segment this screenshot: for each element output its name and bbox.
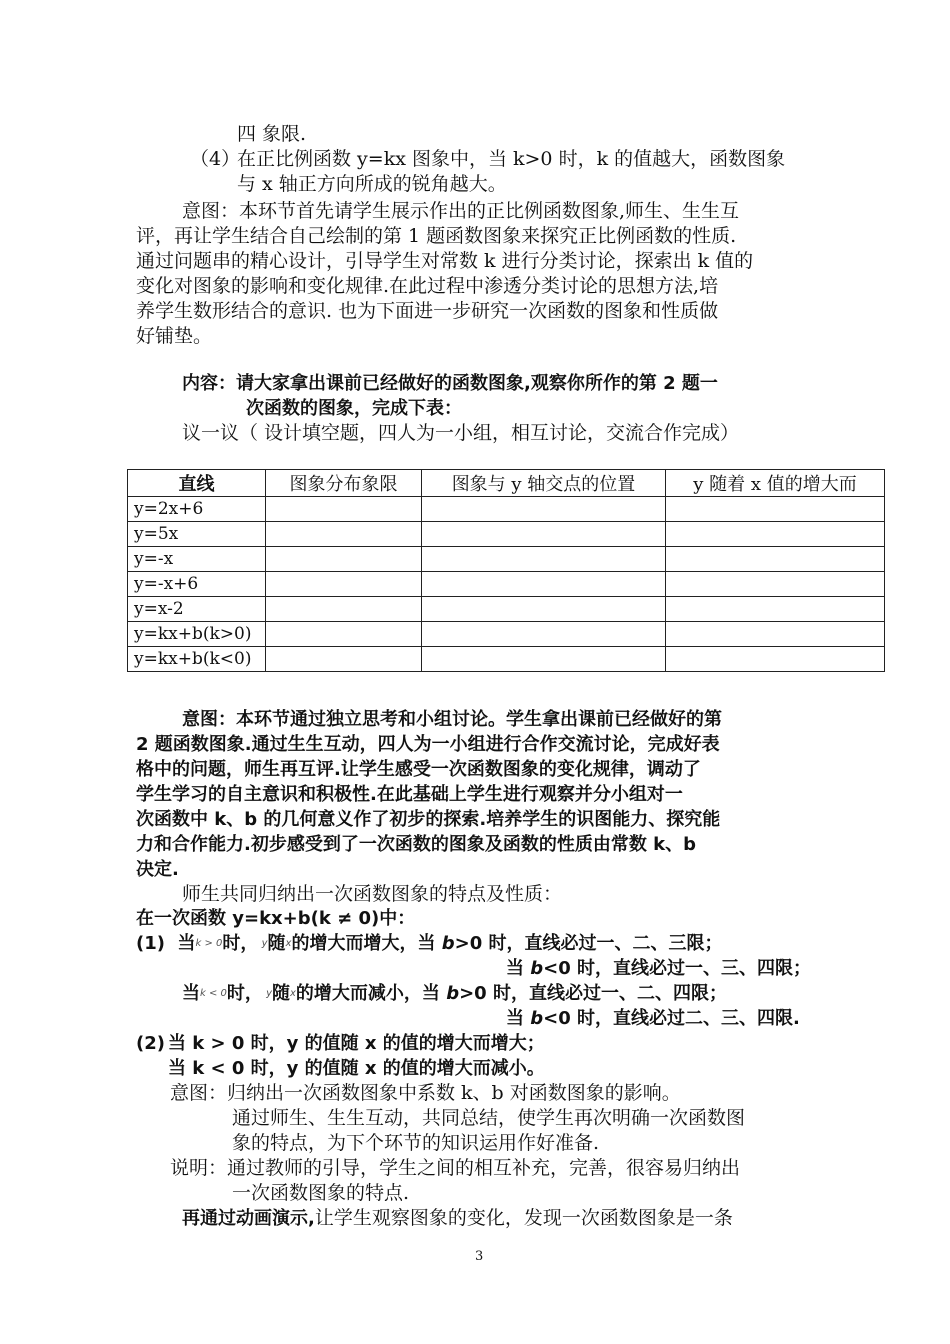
row-label: y=kx+b(k<0) — [128, 647, 266, 672]
table-header-row — [128, 470, 885, 497]
row-label: y=-x — [128, 547, 266, 572]
column-header: 直线 — [128, 470, 266, 497]
property-line-2: 当 b<0 时，直线必过一、三、四限； — [506, 958, 812, 979]
blank-cell[interactable] — [422, 522, 666, 547]
intent-line: 通过师生、生生互动，共同总结，使学生再次明确一次函数图 — [232, 1107, 746, 1129]
blank-cell[interactable] — [266, 522, 422, 547]
paragraph-line: 通过问题串的精心设计，引导学生对常数 k 进行分类讨论，探索出 k 值的 — [136, 250, 754, 272]
table-row — [128, 522, 885, 547]
list-marker: （4） — [190, 148, 241, 170]
blank-cell[interactable] — [666, 597, 885, 622]
blank-cell[interactable] — [422, 597, 666, 622]
table-row — [128, 497, 885, 522]
content-heading: 内容：请大家拿出课前已经做好的函数图象,观察你所作的第 2 题一 — [182, 373, 718, 394]
function-table — [127, 469, 885, 672]
table-row — [128, 597, 885, 622]
column-header: 图象分布象限 — [266, 470, 422, 497]
blank-cell[interactable] — [666, 572, 885, 597]
paragraph-line: 意图：本环节通过独立思考和小组讨论。学生拿出课前已经做好的第 — [182, 709, 722, 730]
page-number: 3 — [475, 1249, 484, 1264]
property-line: 当 k < 0 时，y 的值随 x 的值的增大而减小。 — [168, 1058, 545, 1079]
paragraph-line: 次函数中 k、b 的几何意义作了初步的探索.培养学生的识图能力、探究能 — [136, 809, 721, 830]
column-header: y 随着 x 值的增大而 — [666, 470, 885, 497]
text-line: 在正比例函数 y=kx 图象中，当 k>0 时，k 的值越大，函数图象 — [237, 148, 786, 170]
table-row — [128, 572, 885, 597]
paragraph-line: 好铺垫。 — [136, 325, 213, 347]
note-line: 说明：通过教师的引导，学生之间的相互补充，完善，很容易归纳出 — [170, 1157, 741, 1179]
text-line: 与 x 轴正方向所成的锐角越大。 — [237, 173, 507, 195]
paragraph-line: 学生学习的自主意识和积极性.在此基础上学生进行观察并分小组对一 — [136, 784, 683, 805]
text-line: 四 象限. — [237, 123, 307, 145]
row-label: y=5x — [128, 522, 266, 547]
blank-cell[interactable] — [266, 622, 422, 647]
row-label: y=-x+6 — [128, 572, 266, 597]
paragraph-line: 格中的问题，师生再互评.让学生感受一次函数图象的变化规律，调动了 — [136, 759, 701, 780]
blank-cell[interactable] — [666, 622, 885, 647]
blank-cell[interactable] — [422, 572, 666, 597]
property-line-4: 当 b<0 时，直线必过二、三、四限. — [506, 1008, 800, 1029]
property-marker: (2) — [136, 1033, 165, 1054]
paragraph-line: 意图：本环节首先请学生展示作出的正比例函数图象,师生、生生互 — [182, 200, 740, 222]
paragraph-line: 力和合作能力.初步感受到了一次函数的图象及函数的性质由常数 k、b — [136, 834, 696, 855]
paragraph-line: 变化对图象的影响和变化规律.在此过程中渗透分类讨论的思想方法,培 — [136, 275, 719, 297]
blank-cell[interactable] — [422, 497, 666, 522]
paragraph-line: 决定. — [136, 859, 179, 880]
discuss-line: 议一议（ 设计填空题，四人为一小组，相互讨论，交流合作完成） — [182, 422, 740, 444]
blank-cell[interactable] — [422, 622, 666, 647]
blank-cell[interactable] — [666, 647, 885, 672]
row-label: y=2x+6 — [128, 497, 266, 522]
property-line: 当 k > 0 时，y 的值随 x 的值的增大而增大； — [168, 1033, 545, 1054]
intent-line: 象的特点，为下个环节的知识运用作好准备. — [232, 1132, 600, 1154]
blank-cell[interactable] — [422, 647, 666, 672]
column-header: 图象与 y 轴交点的位置 — [422, 470, 666, 497]
row-label: y=x-2 — [128, 597, 266, 622]
paragraph-line: 2 题函数图象.通过生生互动，四人为一小组进行合作交流讨论，完成好表 — [136, 734, 720, 755]
property-line-1: (1) 当k > 0时， y随x的增大而增大，当 b>0 时，直线必过一、二、三限； — [136, 933, 723, 954]
table-row — [128, 622, 885, 647]
intent-line: 意图：归纳出一次函数图象中系数 k、b 对函数图象的影响。 — [170, 1082, 681, 1104]
summary-line: 师生共同归纳出一次函数图象的特点及性质： — [182, 883, 563, 905]
paragraph-line: 养学生数形结合的意识. 也为下面进一步研究一次函数的图象和性质做 — [136, 300, 719, 322]
content-heading: 次函数的图象，完成下表： — [246, 398, 462, 419]
blank-cell[interactable] — [666, 547, 885, 572]
row-label: y=kx+b(k>0) — [128, 622, 266, 647]
blank-cell[interactable] — [266, 497, 422, 522]
blank-cell[interactable] — [266, 597, 422, 622]
last-line: 再通过动画演示,让学生观察图象的变化，发现一次函数图象是一条 — [182, 1207, 733, 1229]
blank-cell[interactable] — [266, 572, 422, 597]
blank-cell[interactable] — [666, 497, 885, 522]
blank-cell[interactable] — [666, 522, 885, 547]
blank-cell[interactable] — [422, 547, 666, 572]
blank-cell[interactable] — [266, 647, 422, 672]
property-line-3: 当k < 0时， y随x的增大而减小，当 b>0 时，直线必过一、二、四限； — [182, 983, 727, 1004]
table-row — [128, 547, 885, 572]
note-line: 一次函数图象的特点. — [232, 1182, 410, 1204]
blank-cell[interactable] — [266, 547, 422, 572]
formula-line: 在一次函数 y=kx+b(k ≠ 0)中： — [136, 908, 416, 929]
table-row — [128, 647, 885, 672]
paragraph-line: 评，再让学生结合自己绘制的第 1 题函数图象来探究正比例函数的性质. — [136, 225, 737, 247]
